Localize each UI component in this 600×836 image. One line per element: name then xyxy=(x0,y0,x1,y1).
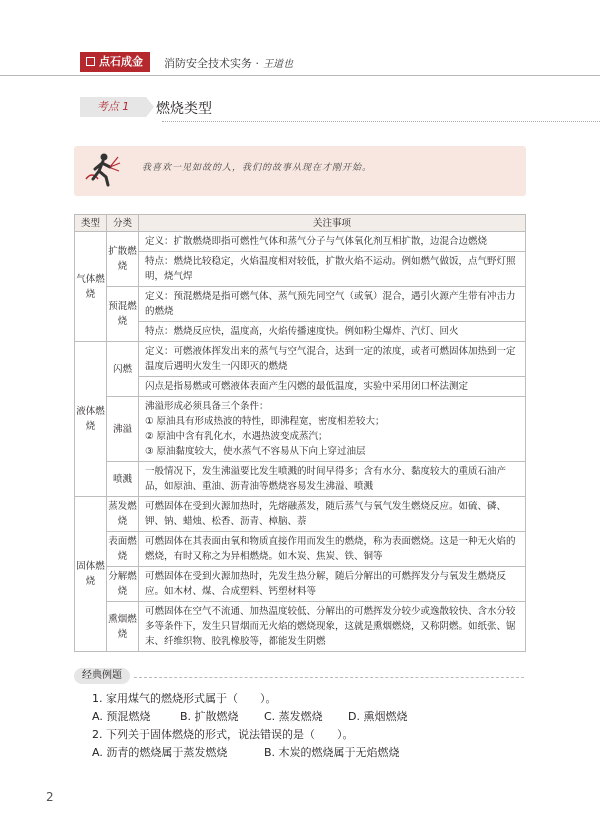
question-2: 2. 下列关于固体燃烧的形式，说法错误的是（ ）。 xyxy=(92,728,354,741)
table-row xyxy=(75,397,526,462)
table-row xyxy=(75,377,526,397)
brand-label: 点石成金 xyxy=(99,55,143,68)
type-cell: 液体燃烧 xyxy=(75,342,107,497)
square-icon xyxy=(86,57,95,66)
section-tag: 考点 1 xyxy=(80,97,146,117)
q2-option-a: A. 沥青的燃烧属于蒸发燃烧 xyxy=(92,746,228,759)
description-cell: 定义：预混燃烧是指可燃气体、蒸气预先同空气（或氧）混合，遇引火源产生带有冲击力的燃烧 xyxy=(139,287,526,322)
q1-option-d: D. 熏烟燃烧 xyxy=(348,710,408,723)
page-header xyxy=(0,48,600,76)
table-row xyxy=(75,232,526,252)
description-cell: 闪点是指易燃或可燃液体表面产生闪燃的最低温度，实验中采用闭口杯法测定 xyxy=(139,377,526,397)
q1-option-a: A. 预混燃烧 xyxy=(92,710,151,723)
table-row xyxy=(75,287,526,322)
category-cell: 预混燃烧 xyxy=(107,287,139,342)
quote-text: 我喜欢一见如故的人，我们的故事从现在才刚开始。 xyxy=(142,163,373,173)
description-cell: 特点：燃烧比较稳定，火焰温度相对较低，扩散火焰不运动。例如燃气做饭，点气野灯照明，烧气焊 xyxy=(139,252,526,287)
category-cell: 沸溢 xyxy=(107,397,139,462)
header-category: 分类 xyxy=(107,215,139,232)
table-row xyxy=(75,567,526,602)
author-signature: 王道也 xyxy=(263,59,293,70)
table-header-row xyxy=(75,215,526,232)
description-cell: 可燃固体在其表面由氧和物质直接作用而发生的燃烧，称为表面燃烧。这是一种无火焰的燃烧，有时又称之为异相燃烧。如木炭、焦炭、铁、铜等 xyxy=(139,532,526,567)
table-row xyxy=(75,462,526,497)
book-title xyxy=(164,55,293,71)
table-row xyxy=(75,252,526,287)
examples-divider xyxy=(134,677,524,678)
table-row xyxy=(75,342,526,377)
q1-option-c: C. 蒸发燃烧 xyxy=(264,710,323,723)
description-cell: 可燃固体在受到火源加热时，先熔融蒸发，随后蒸气与氧气发生燃烧反应。如硫、磷、钾、钠、蜡烛、松香、沥青、樟脑、萘 xyxy=(139,497,526,532)
type-cell: 气体燃烧 xyxy=(75,232,107,342)
brand-badge xyxy=(80,52,150,72)
category-cell: 闪燃 xyxy=(107,342,139,397)
description-cell: 可燃固体在受到火源加热时，先发生热分解，随后分解出的可燃挥发分与氧发生燃烧反应。如木材、煤、合成塑料、钙塑材料等 xyxy=(139,567,526,602)
description-cell: 沸溢形成必须具备三个条件： ① 原油具有形成热波的特性，即沸程宽，密度相差较大； ② 原油中含有乳化水，水遇热波变成蒸汽； ③ 原油黏度较大，使水蒸气不容易从下向上穿过油层 xyxy=(139,397,526,462)
examples-tag: 经典例题 xyxy=(74,668,130,684)
category-cell: 表面燃烧 xyxy=(107,532,139,567)
category-cell: 分解燃烧 xyxy=(107,567,139,602)
combustion-table xyxy=(74,214,526,652)
book-title-text: 消防安全技术实务 · xyxy=(164,57,259,70)
table-row xyxy=(75,497,526,532)
description-cell: 特点：燃烧反应快，温度高，火焰传播速度快。例如粉尘爆炸、汽灯、回火 xyxy=(139,322,526,342)
runner-icon xyxy=(84,149,124,189)
table-row xyxy=(75,322,526,342)
table-row xyxy=(75,532,526,567)
q2-option-b: B. 木炭的燃烧属于无焰燃烧 xyxy=(264,746,400,759)
quote-box xyxy=(74,146,526,196)
category-cell: 熏烟燃烧 xyxy=(107,602,139,652)
description-cell: 定义：扩散燃烧即指可燃性气体和蒸气分子与气体氧化剂互相扩散，边混合边燃烧 xyxy=(139,232,526,252)
section-divider xyxy=(162,121,600,122)
header-type: 类型 xyxy=(75,215,107,232)
header-notes: 关注事项 xyxy=(139,215,526,232)
type-cell: 固体燃烧 xyxy=(75,497,107,652)
description-cell: 可燃固体在空气不流通、加热温度较低、分解出的可燃挥发分较少或逸散较快、含水分较多等条件下，发生只冒烟而无火焰的燃烧现象，这就是熏烟燃烧，又称阴燃。如纸张、锯末、纤维织物、胶乳橡胶等，都能发生阴燃 xyxy=(139,602,526,652)
category-cell: 扩散燃烧 xyxy=(107,232,139,287)
q1-option-b: B. 扩散燃烧 xyxy=(180,710,239,723)
examples-heading xyxy=(74,668,526,686)
page-number: 2 xyxy=(46,790,54,804)
question-1: 1. 家用煤气的燃烧形式属于（ ）。 xyxy=(92,692,277,705)
section-title: 燃烧类型 xyxy=(156,101,212,117)
header-divider xyxy=(0,75,600,76)
description-cell: 一般情况下，发生沸溢要比发生喷溅的时间早得多；含有水分、黏度较大的重质石油产品，如原油、重油、沥青油等燃烧容易发生沸溢、喷溅 xyxy=(139,462,526,497)
category-cell: 喷溅 xyxy=(107,462,139,497)
category-cell: 蒸发燃烧 xyxy=(107,497,139,532)
description-cell: 定义：可燃液体挥发出来的蒸气与空气混合，达到一定的浓度，或者可燃固体加热到一定温度后遇明火发生一闪即灭的燃烧 xyxy=(139,342,526,377)
table-row xyxy=(75,602,526,652)
